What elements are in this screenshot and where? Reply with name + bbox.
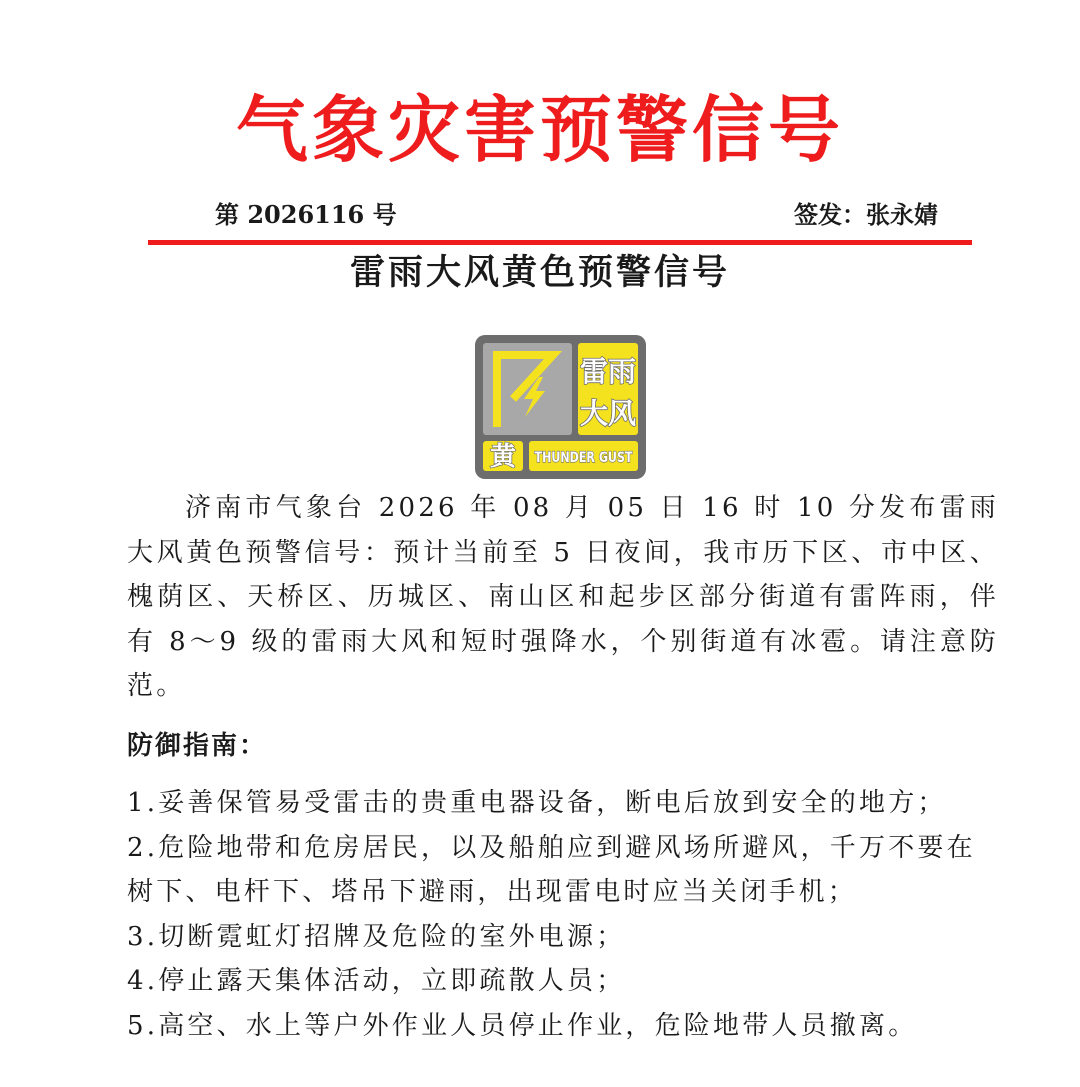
guide-item: 3.切断霓虹灯招牌及危险的室外电源；: [127, 921, 626, 952]
defense-guide-list: [127, 781, 999, 1048]
guide-item: 5.高空、水上等户外作业人员停止作业，危险地带人员撤离。: [127, 1010, 918, 1041]
thunderstorm-gale-yellow-warning-icon: [475, 335, 646, 479]
issuer-signature: 签发：张永婧: [794, 200, 938, 229]
red-divider-line: [148, 240, 972, 245]
warning-subtitle: 雷雨大风黄色预警信号: [349, 252, 730, 293]
icon-level-label: 黄: [489, 442, 517, 472]
guide-item: 1.妥善保管易受雷击的贵重电器设备，断电后放到安全的地方；: [127, 788, 947, 818]
icon-label-line2: 大风: [579, 397, 637, 430]
document-number: 第 2026116 号: [215, 200, 397, 229]
document-title: 气象灾害预警信号: [235, 88, 844, 172]
icon-caption: THUNDER GUST: [534, 450, 633, 466]
warning-body-text: 济南市气象台 2026 年 08 月 05 日 16 时 10 分发布雷雨大风黄色预警信号：预计当前至 5 日夜间，我市历下区、市中区、槐荫区、天桥区、历城区、南山区和起步区部分街道有雷阵雨，伴有 8～9 级的雷雨大风和短时强降水，个别街道有冰雹。请注意防范。: [127, 493, 999, 701]
icon-label-line1: 雷雨: [579, 355, 637, 388]
guide-item: 2.危险地带和危房居民，以及船舶应到避风场所避风，千万不要在树下、电杆下、塔吊下避雨，出现雷电时应当关闭手机；: [127, 832, 976, 907]
guide-item: 4.停止露天集体活动，立即疏散人员；: [127, 966, 626, 996]
defense-guide-heading: 防御指南：: [127, 731, 268, 761]
